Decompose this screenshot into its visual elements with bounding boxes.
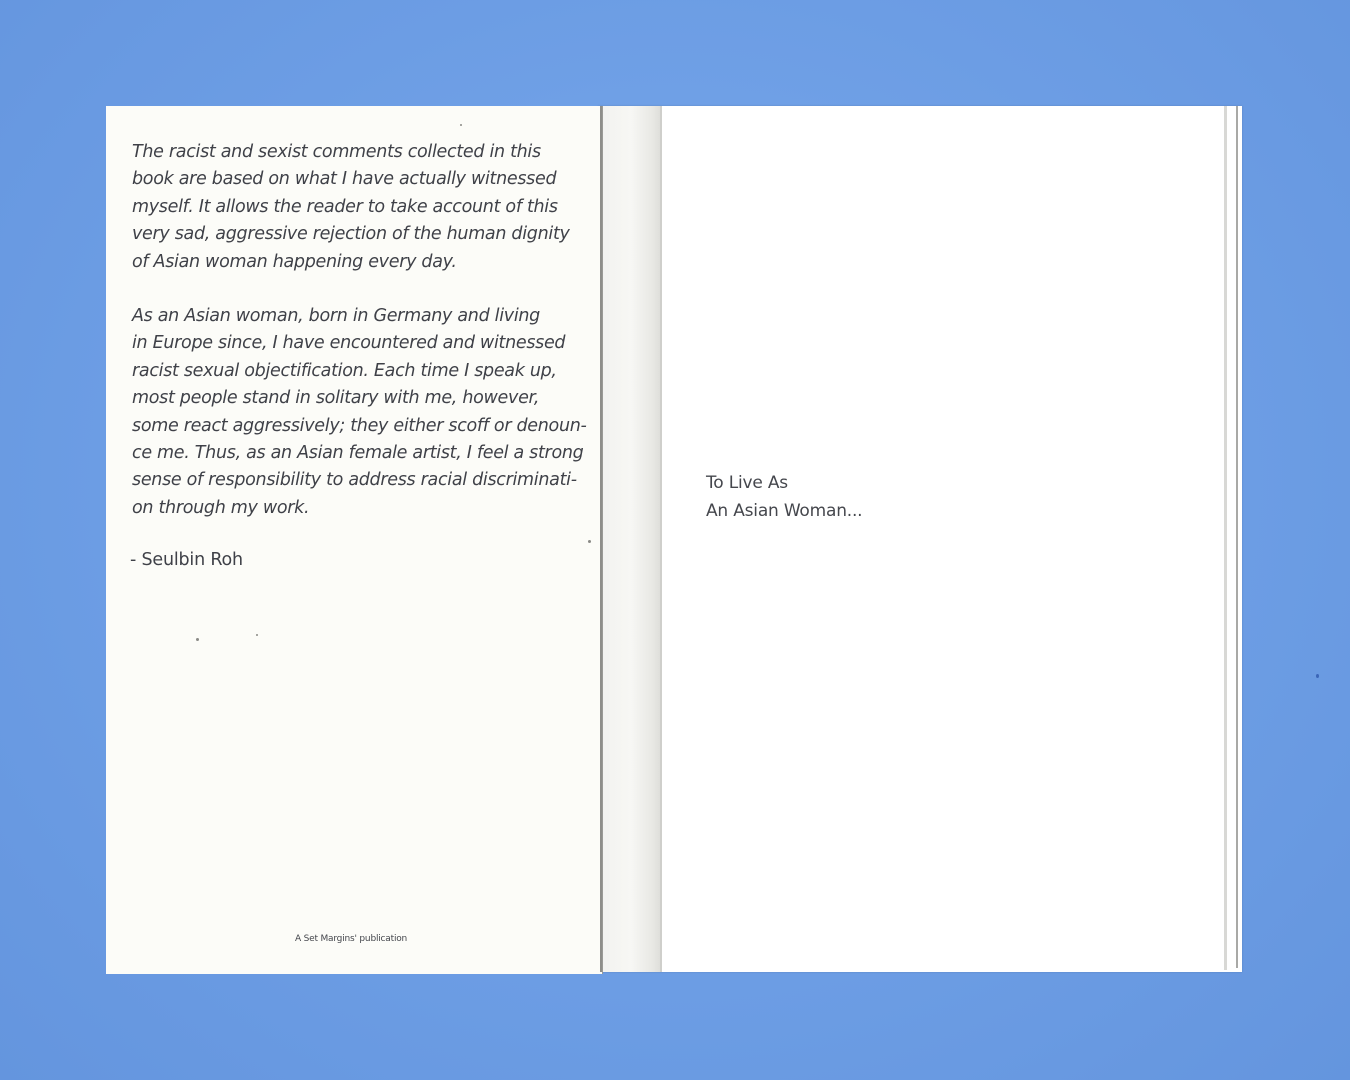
paper-speck: [588, 540, 591, 543]
statement-paragraph-2: As an Asian woman, born in Germany and living in Europe since, I have encountered and witnessed racist sexual objectification. Each time I speak up, most people stand in solitary with me, however, some react aggressively; they either scoff or denoun- ce me. Thus, as an Asian female artist, I feel a strong sense of responsibility to address racial discriminati- on through my work.: [132, 306, 587, 518]
paper-speck: [196, 638, 199, 641]
book-spine: [600, 106, 662, 972]
cover-title: [706, 469, 862, 525]
cover-title-line-1: To Live As: [706, 473, 788, 493]
artist-statement: [132, 139, 592, 549]
paper-speck: [1316, 674, 1319, 678]
paper-speck: [256, 634, 258, 636]
statement-paragraph-1: The racist and sexist comments collected in this book are based on what I have actually witnessed myself. It allows the reader to take account of this very sad, aggressive rejection of the human dignity of Asian woman happening every day.: [132, 142, 570, 272]
paper-speck: [460, 124, 462, 126]
spine-fold-line: [660, 106, 662, 972]
page-edge-shadow: [1236, 106, 1238, 968]
cover-page: [598, 106, 1242, 972]
cover-title-line-2: An Asian Woman...: [706, 501, 863, 521]
page-edge: [1224, 106, 1227, 970]
author-signature: - Seulbin Roh: [130, 550, 243, 570]
back-page-edge: [600, 106, 602, 972]
publisher-credit: A Set Margins' publication: [295, 934, 408, 944]
